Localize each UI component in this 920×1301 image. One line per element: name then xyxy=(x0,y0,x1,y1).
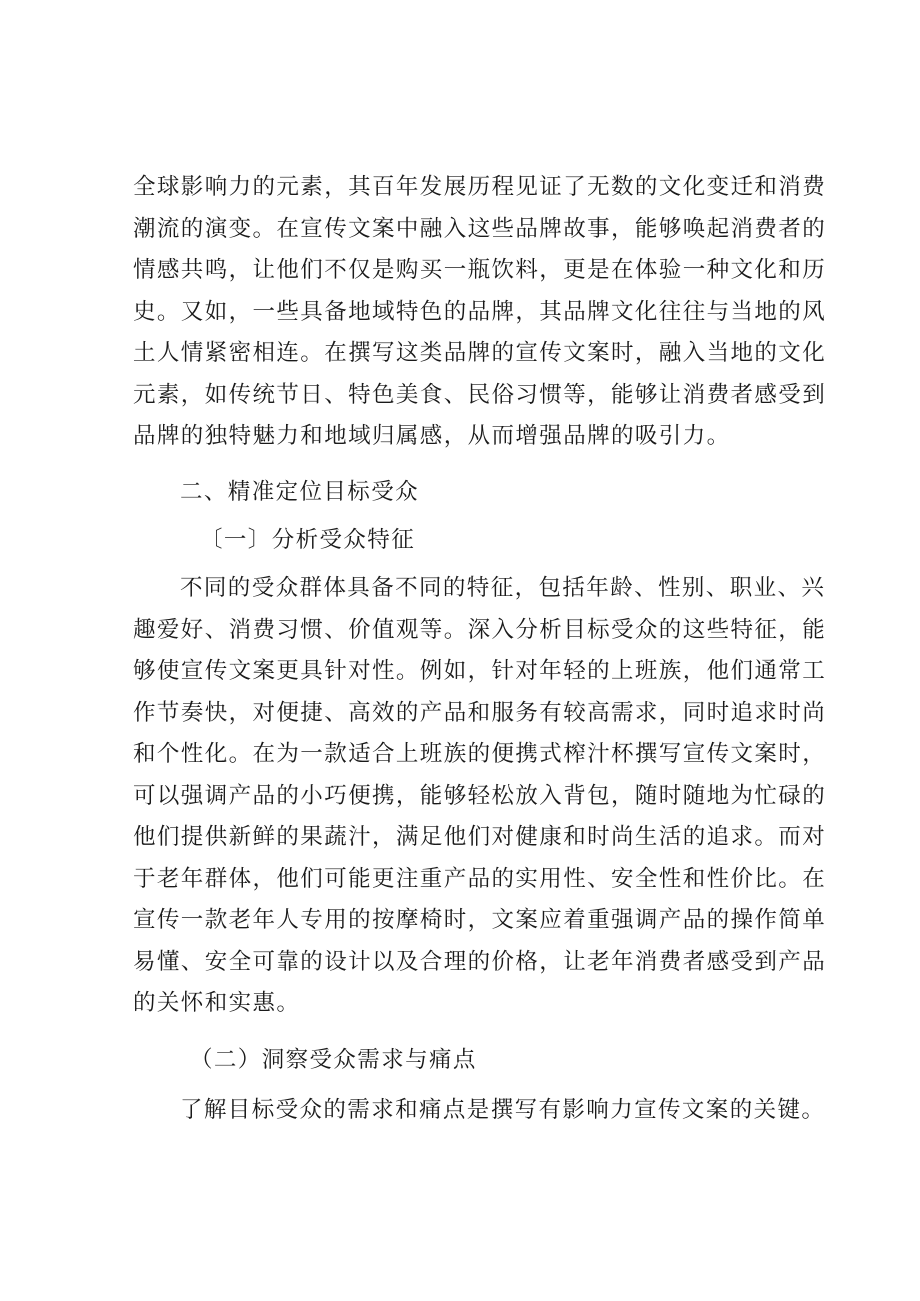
text-line: 了解目标受众的需求和痛点是撰写有影响力宣传文案的关键。 xyxy=(180,1097,826,1123)
text-line: 宣传一款老年人专用的按摩椅时，文案应着重强调产品的操作简单 xyxy=(133,907,827,933)
text-line: 和个性化。在为一款适合上班族的便携式榨汁杯撰写宣传文案时， xyxy=(133,741,827,767)
subsection-heading: （二）洞察受众需求与痛点 xyxy=(190,1047,477,1073)
text-line: 趣爱好、消费习惯、价值观等。深入分析目标受众的这些特征，能 xyxy=(133,616,827,643)
paragraph-audience-needs xyxy=(133,1090,826,1132)
text-line: 够使宣传文案更具针对性。例如，针对年轻的上班族，他们通常工 xyxy=(133,658,827,684)
section-heading: 二、精准定位目标受众 xyxy=(180,479,420,505)
text-line: 不同的受众群体具备不同的特征，包括年龄、性别、职业、兴 xyxy=(180,575,826,601)
subsection-heading: 〔一〕分析受众特征 xyxy=(200,527,416,553)
text-line: 品牌的独特魅力和地域归属感，从而增强品牌的吸引力。 xyxy=(133,423,731,449)
text-line: 元素，如传统节日、特色美食、民俗习惯等，能够让消费者感受到 xyxy=(133,381,827,408)
paragraph-body xyxy=(133,568,827,1025)
text-line: 的关怀和实惠。 xyxy=(133,990,301,1016)
text-line: 土人情紧密相连。在撰写这类品牌的宣传文案时，融入当地的文化 xyxy=(133,340,827,366)
text-line: 潮流的演变。在宣传文案中融入这些品牌故事，能够唤起消费者的 xyxy=(133,215,827,242)
paragraph-body xyxy=(133,167,827,458)
text-line: 他们提供新鲜的果蔬汁，满足他们对健康和时尚生活的追求。而对 xyxy=(133,824,827,850)
text-line: 可以强调产品的小巧便携，能够轻松放入背包，随时随地为忙碌的 xyxy=(133,782,827,809)
paragraph-audience-features xyxy=(133,568,827,1025)
text-line: 作节奏快，对便捷、高效的产品和服务有较高需求，同时追求时尚 xyxy=(133,699,827,726)
text-line: 易懂、安全可靠的设计以及合理的价格，让老年消费者感受到产品 xyxy=(133,948,827,975)
text-line: 全球影响力的元素，其百年发展历程见证了无数的文化变迁和消费 xyxy=(133,174,827,200)
text-line: 史。又如，一些具备地域特色的品牌，其品牌文化往往与当地的风 xyxy=(133,298,827,325)
text-line: 于老年群体，他们可能更注重产品的实用性、安全性和性价比。在 xyxy=(133,865,827,892)
paragraph-brand-culture xyxy=(133,167,827,458)
paragraph-body xyxy=(133,1090,826,1132)
text-line: 情感共鸣，让他们不仅是购买一瓶饮料，更是在体验一种文化和历 xyxy=(133,257,827,283)
